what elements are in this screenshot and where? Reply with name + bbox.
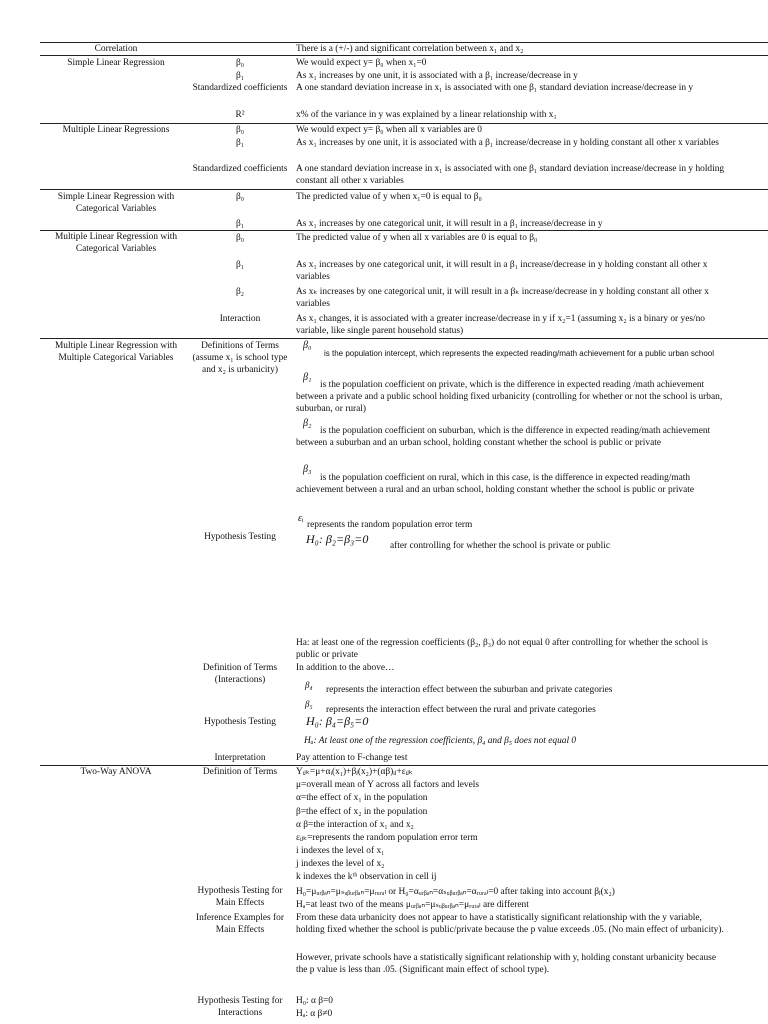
row-label-mlr-cat: Multiple Linear Regression with Categorical Variables (54, 232, 178, 254)
slr-b1-text: As x₁ increases by one unit, it is associated with a β₁ increase/decrease in y (296, 71, 578, 81)
hypothesis2-equation: H₀: β₄=β₅=0 (306, 714, 369, 728)
mlr-std-text: A one standard deviation increase in x₁ is associated with one β₁ standard deviation increase/decrease in y holding constant all other x variables (296, 164, 725, 186)
rule (40, 189, 768, 190)
slr-cat-b1-text: As x₁ increases by one categorical unit, it will result in a β₁ increase/decrease in y (296, 219, 603, 229)
anova-h0-interaction: H₀: α β=0 (296, 996, 333, 1006)
symbol-epsilon: εᵢ (298, 513, 304, 524)
hypothesis-equation: H₀: β₂=β₃=0 (306, 532, 369, 546)
label-definition-interactions: Definition of Terms (Interactions) (202, 663, 278, 685)
term-standardized: Standardized coefficients (192, 164, 288, 174)
row-label-correlation: Correlation (94, 44, 138, 54)
anova-ha-interaction: Hₐ: α β≠0 (296, 1009, 333, 1019)
slr-cat-b0-text: The predicted value of y when x₁=0 is equal to β₀ (296, 192, 482, 202)
correlation-text: There is a (+/-) and significant correlation between x₁ and x₂ (296, 44, 524, 54)
def-b4: represents the interaction effect between the suburban and private categories (326, 685, 613, 695)
term-b1: β₁ (235, 138, 245, 148)
anova-def-line: α=the effect of x₁ in the population (296, 793, 428, 803)
interpretation-text: Pay attention to F-change test (296, 753, 408, 763)
row-label-anova: Two-Way ANOVA (80, 767, 152, 777)
def-epsilon: represents the random population error term (307, 520, 473, 530)
anova-def-line: μ=overall mean of Y across all factors and levels (296, 780, 479, 790)
rule (40, 55, 768, 56)
mlr-b0-text: We would expect y= β₀ when all x variables are 0 (296, 125, 482, 135)
anova-def-line: j indexes the level of x₂ (296, 859, 385, 869)
symbol-b5: β₅ (305, 699, 313, 709)
rule (40, 338, 768, 339)
term-definitions: Definitions of Terms (assume x₁ is school type and x₂ is urbanicity) (192, 341, 288, 375)
mlr-cat-b2-text: As xₖ increases by one categorical unit, it will result in a βₖ increase/decrease in y holding constant all other x variables (296, 287, 709, 309)
label-hypothesis-main-effects: Hypothesis Testing for Main Effects (197, 886, 283, 908)
row-label-mlr: Multiple Linear Regressions (62, 125, 170, 135)
mlr-b1-text: As x₁ increases by one unit, it is associated with a β₁ increase/decrease in y holding constant all other x variables (296, 138, 719, 148)
term-b1: β₁ (235, 260, 245, 270)
mlr-cat-b1-text: As x₁ increases by one categorical unit, it will result in a β₁ increase/decrease in y holding constant all other x variables (296, 260, 708, 282)
term-b1: β₁ (235, 219, 245, 229)
symbol-b4: β₄ (305, 680, 313, 690)
row-label-slr-cat: Simple Linear Regression with Categorical Variables (57, 192, 175, 214)
def-b0: is the population intercept, which represents the expected reading/math achievement for a public urban school (324, 349, 715, 358)
anova-def-line: i indexes the level of x₁ (296, 846, 385, 856)
anova-ha-main: Hₐ=at least two of the means μᵤᵣᵦₐₙ=μₛᵤᵦᵤᵣᵦₐₙ=μᵣᵤᵣₐₗ are different (296, 900, 529, 910)
term-b0: β₀ (235, 233, 245, 243)
anova-model: Yᵢⱼₖ=μ+αᵢ(x₁)+βⱼ(x₂)+(αβ)ᵢⱼ+εᵢⱼₖ (296, 767, 413, 777)
term-b0: β₀ (235, 58, 245, 68)
def-b1: is the population coefficient on private, which is the difference in expected reading /math achievement between a private and a public school holding fixed urbanicity (controlling for whether or not the school is urban, suburban, or rural) (296, 380, 723, 414)
label-hypothesis-interactions: Hypothesis Testing for Interactions (197, 996, 283, 1018)
ha-text: Ha: at least one of the regression coefficients (β₂, β₃) do not equal 0 after controlling for whether the school is public or private (296, 638, 708, 660)
row-label-mlr-multi: Multiple Linear Regression with Multiple Categorical Variables (54, 341, 178, 363)
hypothesis-text: after controlling for whether the school is private or public (390, 541, 610, 551)
term-interaction: Interaction (219, 314, 261, 324)
label-hypothesis-testing: Hypothesis Testing (204, 532, 276, 542)
def-b5: represents the interaction effect between the rural and private categories (326, 705, 596, 715)
anova-def-line: α β=the interaction of x₁ and x₂ (296, 820, 414, 830)
anova-def-line: εᵢⱼₖ=represents the random population error term (296, 833, 478, 843)
slr-r2-text: x% of the variance in y was explained by a linear relationship with x₁ (296, 110, 557, 120)
slr-std-text: A one standard deviation increase in x₁ is associated with one β₁ standard deviation increase/decrease in y (296, 83, 694, 93)
label-interpretation: Interpretation (214, 753, 266, 763)
mlr-cat-inter-text: As x₁ changes, it is associated with a greater increase/decrease in y if x₂=1 (assuming x₂ is a binary or yes/no variable, like single parent household status) (296, 314, 705, 336)
term-b1: β₁ (235, 71, 245, 81)
term-r2: R² (235, 110, 245, 120)
label-definition-terms: Definition of Terms (202, 767, 278, 777)
anova-inference-2: However, private schools have a statistically significant relationship with y, holding constant urbanicity because the p value is less than .05. (Significant main effect of school type). (296, 953, 716, 975)
ha2-text: Hₐ: At least one of the regression coefficients, β₄ and β₅ does not equal 0 (304, 736, 577, 746)
symbol-b2: β₂ (303, 418, 312, 429)
slr-b0-text: We would expect y= β₀ when x₁=0 (296, 58, 427, 68)
term-b2: β₂ (235, 287, 245, 297)
term-b0: β₀ (235, 125, 245, 135)
addition-text: In addition to the above… (296, 663, 395, 673)
def-b2: is the population coefficient on suburban, which is the difference in expected reading/math achievement between a suburban and an urban school, holding constant whether the school is public or private (296, 426, 711, 448)
symbol-b0: β₀ (303, 340, 312, 351)
symbol-b1: β₁ (303, 372, 312, 383)
term-b0: β₀ (235, 192, 245, 202)
anova-h0-main: H₀=μᵤᵣᵦₐₙ=μₛᵤᵦᵤᵣᵦₐₙ=μᵣᵤᵣₐₗ or H₀=αᵤᵣᵦₐₙ=αₛᵤᵦᵤᵣᵦₐₙ=αᵣᵤᵣₐₗ=0 after taking into account βⱼ(x₂) (296, 887, 615, 897)
def-b3: is the population coefficient on rural, which in this case, is the difference in expected reading/math achievement between a rural and an urban school, holding constant whether the school is public or private (296, 473, 695, 495)
anova-inference-1: From these data urbanicity does not appear to have a statistically significant relationship with the y variable, holding fixed whether the school is public/private because the p value exceeds .05. (No main effect of urbanicity). (296, 913, 724, 935)
anova-def-line: k indexes the kᵗʰ observation in cell ij (296, 872, 437, 882)
mlr-cat-b0-text: The predicted value of y when all x variables are 0 is equal to β₀ (296, 233, 538, 243)
term-standardized: Standardized coefficients (192, 83, 288, 93)
symbol-b3: β₃ (303, 464, 312, 475)
anova-def-line: β=the effect of x₂ in the population (296, 807, 428, 817)
row-label-slr: Simple Linear Regression (67, 58, 165, 68)
label-inference-examples: Inference Examples for Main Effects (196, 913, 284, 935)
label-hypothesis-testing: Hypothesis Testing (204, 717, 276, 727)
